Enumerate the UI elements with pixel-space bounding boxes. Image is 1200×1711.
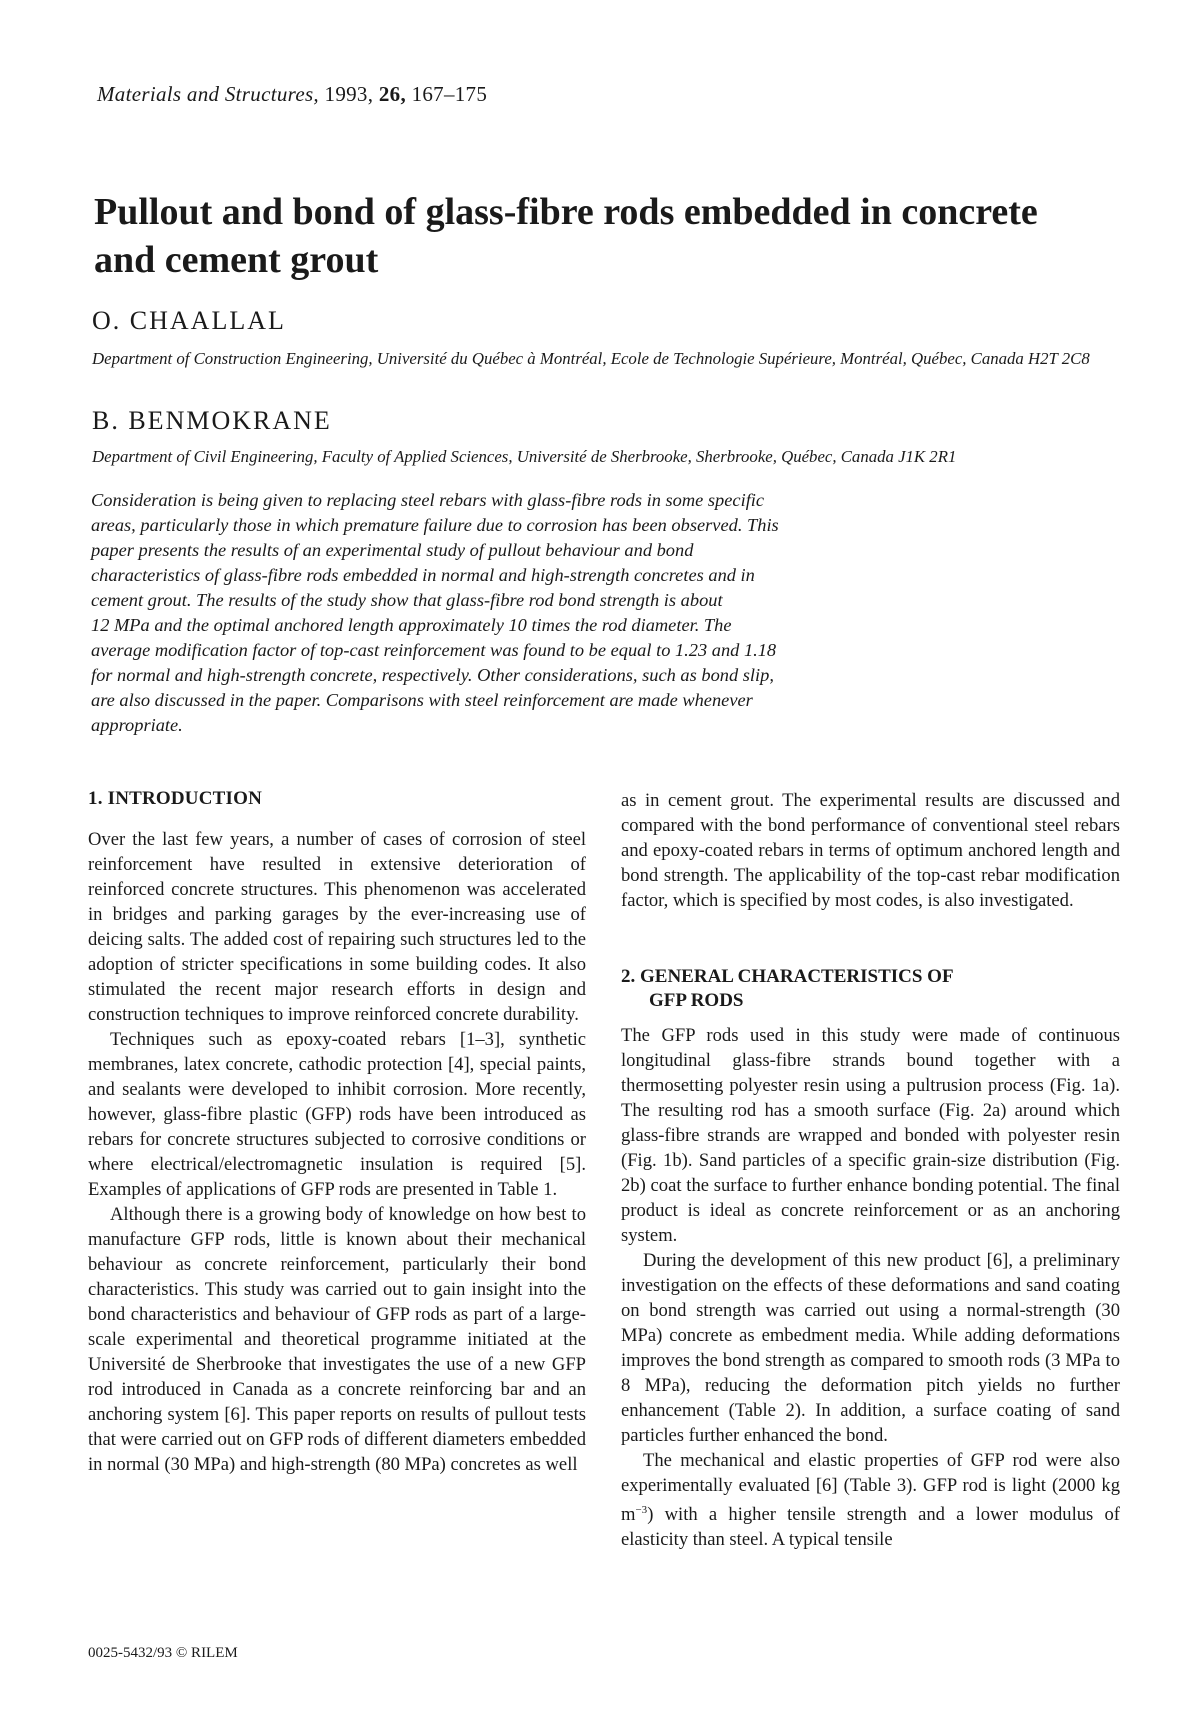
abstract-line: are also discussed in the paper. Comparisons with steel reinforcement are made whenever — [91, 690, 753, 710]
abstract-line: average modification factor of top-cast reinforcement was found to be equal to 1.23 and 1.18 — [91, 640, 777, 660]
abstract-line: areas, particularly those in which premature failure due to corrosion has been observed. This — [91, 515, 779, 535]
left-column — [88, 786, 586, 1477]
section-heading-introduction: 1. INTRODUCTION — [88, 788, 263, 809]
author-name-1: O. CHAALLAL — [92, 306, 286, 335]
section-heading-line-2: GFP RODS — [649, 990, 744, 1011]
journal-year: 1993, — [324, 82, 374, 106]
author-affiliation-1: Department of Construction Engineering, Université du Québec à Montréal, Ecole de Technologie Supérieure, Montréal, Québec, Canada H2T 2C8 — [92, 349, 1090, 368]
journal-header — [97, 82, 487, 107]
journal-volume: 26, — [378, 82, 406, 106]
section-heading-gfp-rods — [621, 965, 1120, 1013]
gfp-paragraph-3 — [621, 1448, 1120, 1552]
section-heading-line-1: 2. GENERAL CHARACTERISTICS OF — [621, 966, 954, 987]
gfp-paragraph-1: The GFP rods used in this study were made of continuous longitudinal glass-fibre strands bound together with a thermosetting polyester resin using a pultrusion process (Fig. 1a). The resulting rod has a smooth surface (Fig. 2a) around which glass-fibre strands are wrapped and bonded with polyester resin (Fig. 1b). Sand particles of a specific grain-size distribution (Fig. 2b) coat the surface to further enhance bonding potential. The final product is ideal as concrete reinforcement or as an anchoring system. — [621, 1025, 1120, 1246]
abstract-line: for normal and high-strength concrete, respectively. Other considerations, such as bond slip, — [91, 665, 774, 685]
intro-paragraph-1: Over the last few years, a number of cases of corrosion of steel reinforcement have resulted in extensive deterioration of reinforced concrete structures. This phenomenon was accelerated in bridges and parking garages by the ever-increasing use of deicing salts. The added cost of repairing such structures led to the adoption of stricter specifications in some building codes. It also stimulated the recent major research efforts in design and construction techniques to improve reinforced concrete durability. — [88, 829, 586, 1025]
abstract-line: 12 MPa and the optimal anchored length approximately 10 times the rod diameter. The — [91, 615, 732, 635]
abstract — [91, 488, 921, 738]
journal-pages: 167–175 — [411, 82, 488, 106]
abstract-line: paper presents the results of an experimental study of pullout behaviour and bond — [91, 540, 694, 560]
right-column — [621, 788, 1120, 1552]
abstract-line: appropriate. — [91, 715, 183, 735]
density-exponent: −3 — [635, 1504, 648, 1516]
gfp-paragraph-3-text-b: ) with a higher tensile strength and a lower modulus of elasticity than steel. A typical tensile — [621, 1504, 1120, 1551]
intro-paragraph-3: Although there is a growing body of knowledge on how best to manufacture GFP rods, little is known about their mechanical behaviour as concrete reinforcement, particularly their bond characteristics. This study was carried out to gain insight into the bond characteristics and behaviour of GFP rods as part of a large-scale experimental and theoretical programme initiated at the Université de Sherbrooke that investigates the use of a new GFP rod introduced in Canada as a concrete reinforcing bar and an anchoring system [6]. This paper reports on results of pullout tests that were carried out on GFP rods of different diameters embedded in normal (30 MPa) and high-strength (80 MPa) concretes as well — [88, 1204, 586, 1475]
intro-paragraph-2: Techniques such as epoxy-coated rebars [1–3], synthetic membranes, latex concrete, cathodic protection [4], special paints, and sealants were developed to inhibit corrosion. More recently, however, glass-fibre plastic (GFP) rods have been introduced as rebars for concrete structures subjected to corrosive conditions or where electrical/electromagnetic insulation is required [5]. Examples of applications of GFP rods are presented in Table 1. — [88, 1029, 586, 1200]
paper-title: Pullout and bond of glass-fibre rods embedded in concrete and cement grout — [94, 191, 1038, 281]
gfp-paragraph-3-text-a: The mechanical and elastic properties of GFP rod were also experimentally evaluated [6] (Table 3). GFP rod is light (2000 kg m — [621, 1450, 1120, 1526]
intro-paragraph-continuation: as in cement grout. The experimental results are discussed and compared with the bond performance of conventional steel rebars and epoxy-coated rebars in terms of optimum anchored length and bond strength. The applicability of the top-cast rebar modification factor, which is specified by most codes, is also investigated. — [621, 790, 1120, 911]
author-affiliation-2: Department of Civil Engineering, Faculty of Applied Sciences, Université de Sherbrooke, Sherbrooke, Québec, Canada J1K 2R1 — [92, 447, 957, 466]
author-name-2: B. BENMOKRANE — [92, 406, 332, 435]
gfp-paragraph-2: During the development of this new product [6], a preliminary investigation on the effects of these deformations and sand coating on bond strength was carried out using a normal-strength (30 MPa) concrete as embedment media. While adding deformations improves the bond strength as compared to smooth rods (3 MPa to 8 MPa), reducing the deformation pitch yields no further enhancement (Table 2). In addition, a surface coating of sand particles further enhanced the bond. — [621, 1250, 1120, 1446]
abstract-line: Consideration is being given to replacing steel rebars with glass-fibre rods in some specific — [91, 490, 765, 510]
abstract-line: cement grout. The results of the study show that glass-fibre rod bond strength is about — [91, 590, 723, 610]
issn-footer: 0025-5432/93 © RILEM — [88, 1645, 238, 1661]
journal-name: Materials and Structures, — [97, 82, 319, 106]
abstract-line: characteristics of glass-fibre rods embedded in normal and high-strength concretes and in — [91, 565, 755, 585]
